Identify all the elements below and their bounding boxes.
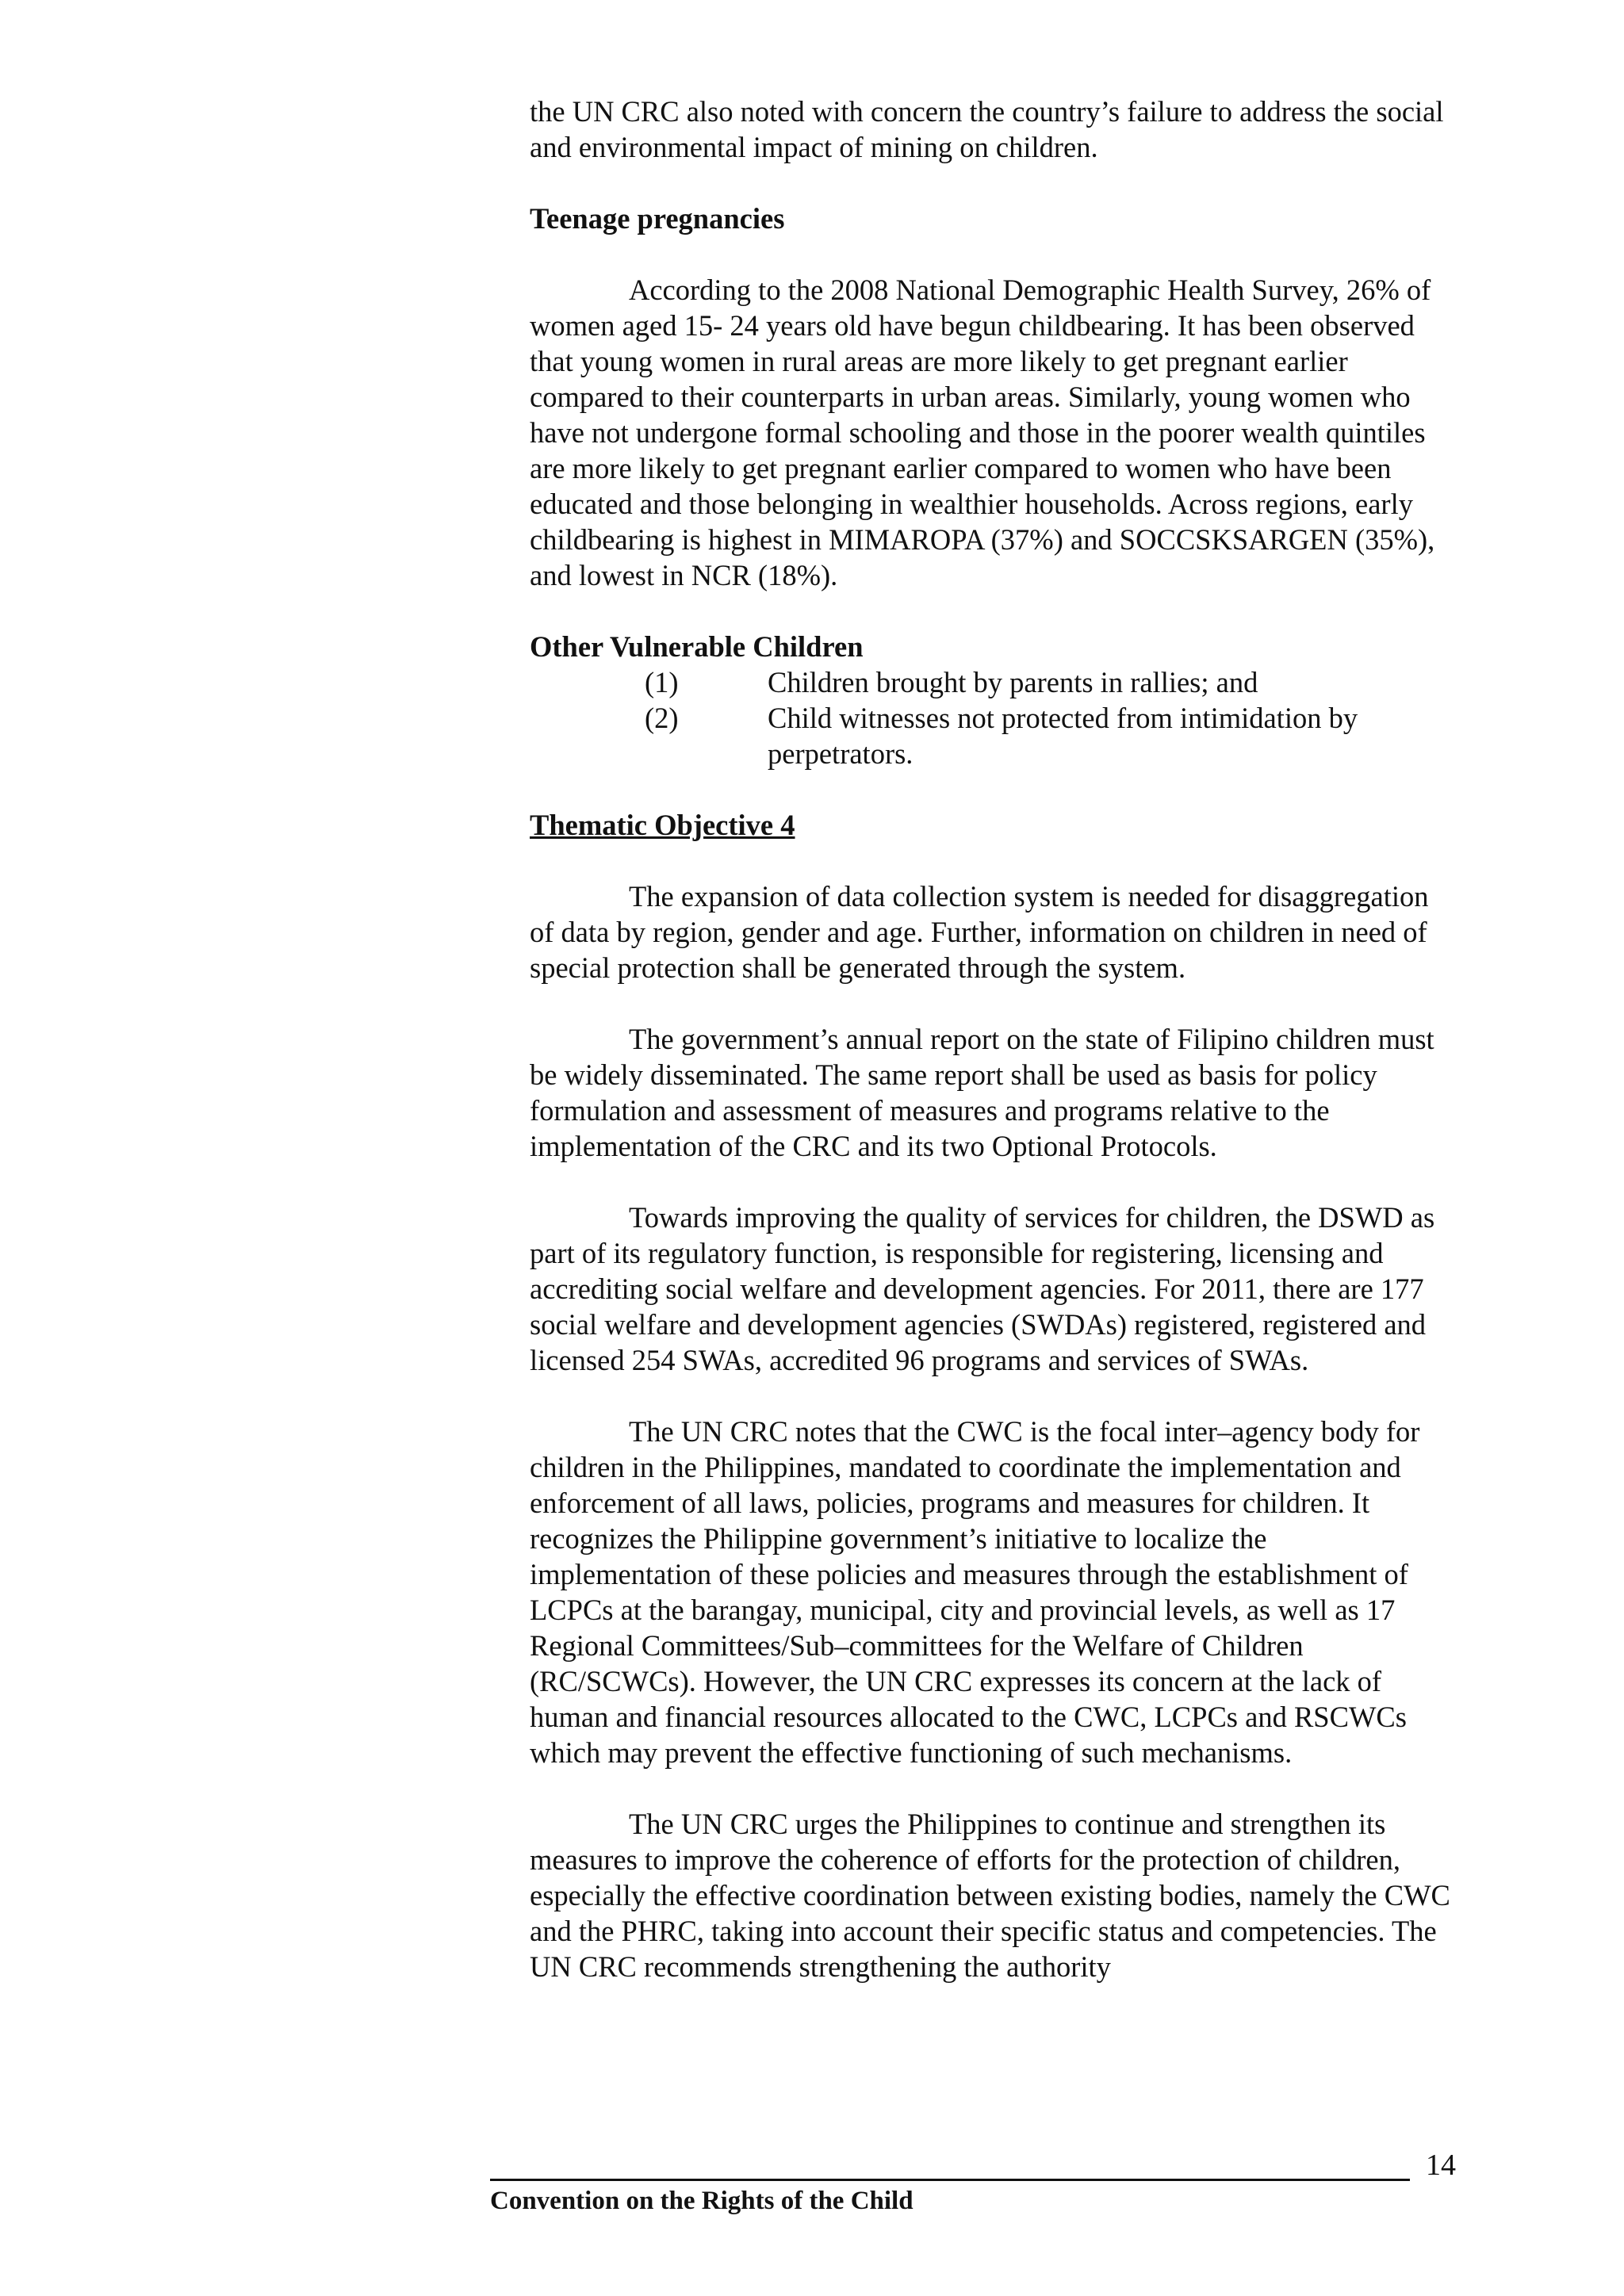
list-item	[530, 664, 1451, 700]
list-item-number: (1)	[645, 666, 679, 698]
list-item	[530, 700, 1451, 771]
page-number: 14	[1426, 2149, 1456, 2182]
thematic-paragraph-5: The UN CRC urges the Philippines to continue and strengthen its measures to improve the coherence of efforts for the protection of children, especially the effective coordination between existing bodies, namely the CWC and the PHRC, taking into account their specific status and competencies. The UN CRC recommends strengthening the authority	[530, 1808, 1450, 1983]
thematic-paragraph-4: The UN CRC notes that the CWC is the focal inter–agency body for children in the Philippines, mandated to coordinate the implementation and enforcement of all laws, policies, programs and measures for children. It recognizes the Philippine government’s initiative to localize the implementation of these policies and measures through the establishment of LCPCs at the barangay, municipal, city and provincial levels, as well as 17 Regional Committees/Sub–committees for the Welfare of Children (RC/SCWCs). However, the UN CRC expresses its concern at the lack of human and financial resources allocated to the CWC, LCPCs and RSCWCs which may prevent the effective functioning of such mechanisms.	[530, 1415, 1420, 1769]
thematic-paragraph-3: Towards improving the quality of services for children, the DSWD as part of its regulatory function, is responsible for registering, licensing and accrediting social welfare and development agencies. For 2011, there are 177 social welfare and development agencies (SWDAs) registered, registered and licensed 254 SWAs, accredited 96 programs and services of SWAs.	[530, 1201, 1435, 1376]
list-item-number: (2)	[645, 702, 679, 734]
footer-title: Convention on the Rights of the Child	[490, 2187, 914, 2215]
footer-rule	[490, 2179, 1410, 2181]
section-heading-other-vulnerable-children: Other Vulnerable Children	[530, 630, 864, 663]
section-heading-thematic-objective-4: Thematic Objective 4	[530, 809, 795, 841]
thematic-paragraph-2: The government’s annual report on the state of Filipino children must be widely disseminated. The same report shall be used as basis for policy formulation and assessment of measures and programs relative to the implementation of the CRC and its two Optional Protocols.	[530, 1023, 1434, 1162]
thematic-paragraph-1: The expansion of data collection system is needed for disaggregation of data by region, gender and age. Further, information on children in need of special protection shall be generated through the system.	[530, 880, 1429, 984]
vulnerable-children-list	[530, 664, 1451, 771]
list-item-text: Children brought by parents in rallies; and	[768, 666, 1258, 698]
document-body	[530, 94, 1451, 2020]
teenage-pregnancies-paragraph: According to the 2008 National Demographic Health Survey, 26% of women aged 15- 24 years old have begun childbearing. It has been observed that young women in rural areas are more likely to get pregnant earlier compared to their counterparts in urban areas. Similarly, young women who have not undergone formal schooling and those in the poorer wealth quintiles are more likely to get pregnant earlier compared to women who have been educated and those belonging in wealthier households. Across regions, early childbearing is highest in MIMAROPA (37%) and SOCCSKSARGEN (35%), and lowest in NCR (18%).	[530, 274, 1435, 591]
opening-paragraph: the UN CRC also noted with concern the country’s failure to address the social and environmental impact of mining on children.	[530, 95, 1444, 163]
section-heading-teenage-pregnancies: Teenage pregnancies	[530, 202, 785, 235]
list-item-text: Child witnesses not protected from intimidation by perpetrators.	[768, 702, 1358, 770]
